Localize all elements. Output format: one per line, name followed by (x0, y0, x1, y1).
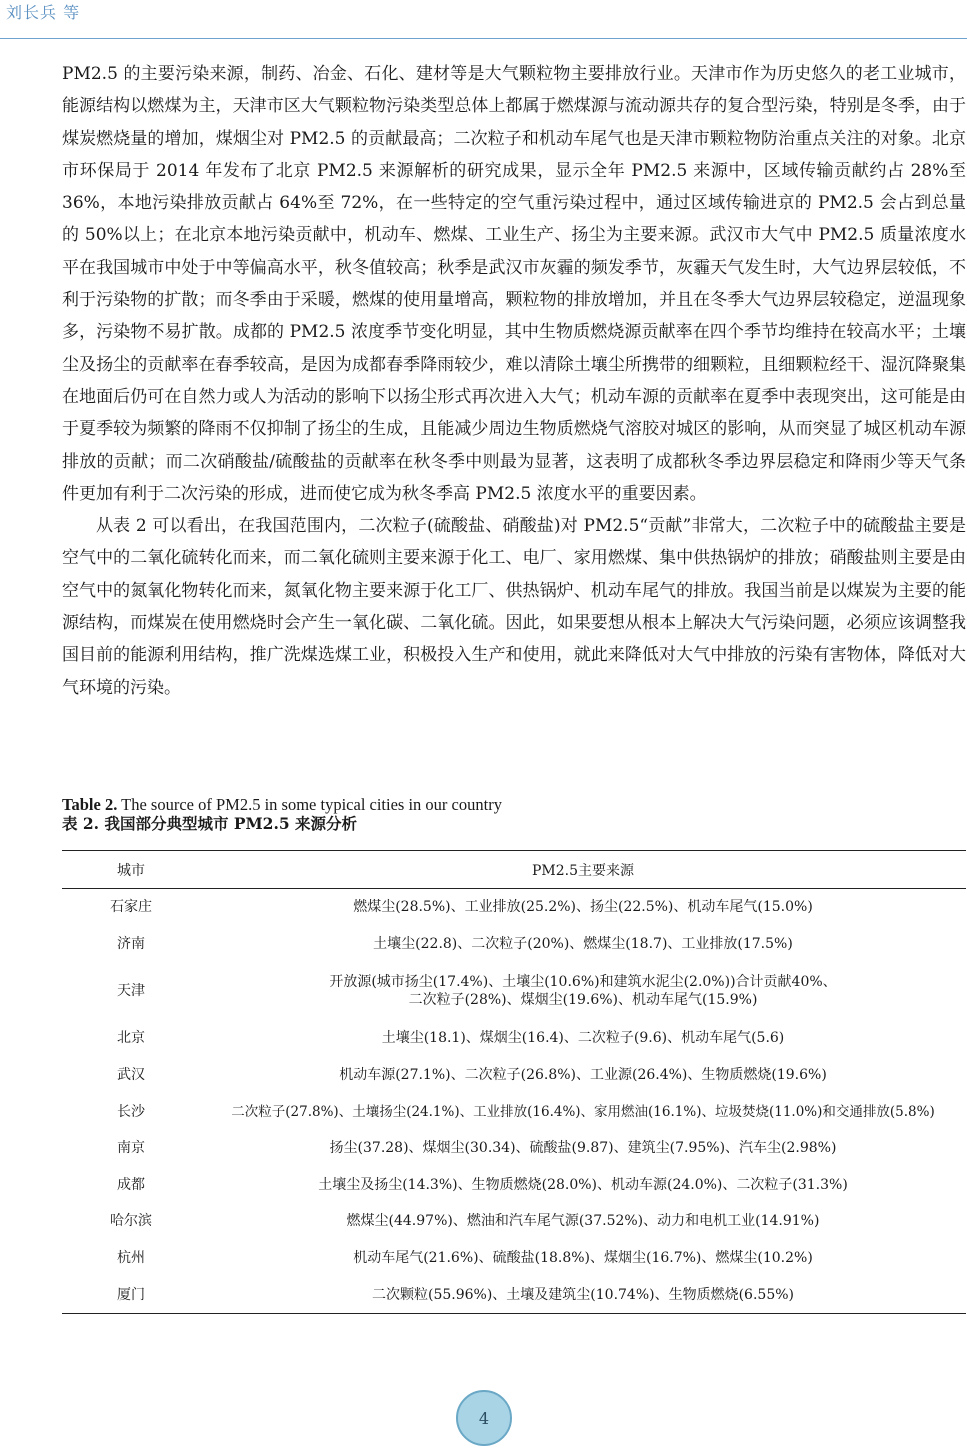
source-cell: 机动车源(27.1%)、二次粒子(26.8%)、工业源(26.4%)、生物质燃烧(19.6%) (339, 1067, 827, 1084)
page-number-badge (456, 1390, 512, 1446)
table-row (62, 962, 966, 1020)
column-header-city: 城市 (62, 851, 200, 889)
source-cell: 二次颗粒(55.96%)、土壤及建筑尘(10.74%)、生物质燃烧(6.55%) (200, 1276, 966, 1313)
body-paragraph-1: PM2.5 的主要污染来源，制药、冶金、石化、建材等是大气颗粒物主要排放行业。天津市作为历史悠久的老工业城市，能源结构以燃煤为主，天津市区大气颗粒物污染类型总体上都属于燃煤源与流动源共存的复合型污染，特别是冬季，由于煤炭燃烧量的增加，煤烟尘对 PM2.5 的贡献最高；二次粒子和机动车尾气也是天津市颗粒物防治重点关注的对象。北京市环保局于 2014 年发布了北京 PM2.5 来源解析的研究成果，显示全年 PM2.5 来源中，区域传输贡献约占 28%至 36%，本地污染排放贡献占 64%至 72%，在一些特定的空气重污染过程中，通过区域传输进京的 PM2.5 会占到总量的 50%以上；在北京本地污染贡献中，机动车、燃煤、工业生产、扬尘为主要来源。武汉市大气中 PM2.5 质量浓度水平在我国城市中处于中等偏高水平，秋冬值较高；秋季是武汉市灰霾的频发季节，灰霾天气发生时，大气边界层较低，不利于污染物的扩散；而冬季由于采暖，燃煤的使用量增高，颗粒物的排放增加，并且在冬季大气边界层较稳定，逆温现象多，污染物不易扩散。成都的 PM2.5 浓度季节变化明显，其中生物质燃烧源贡献率在四个季节均维持在较高水平；土壤尘及扬尘的贡献率在春季较高，是因为成都春季降雨较少，难以清除土壤尘所携带的细颗粒，且细颗粒经干、湿沉降聚集在地面后仍可在自然力或人为活动的影响下以扬尘形式再次进入大气；机动车源的贡献率在夏季中表现突出，这可能是由于夏季较为频繁的降雨不仅抑制了扬尘的生成，且能减少周边生物质燃烧气溶胶对城区的影响，从而突显了城区机动车源排放的贡献；而二次硝酸盐/硫酸盐的贡献率在秋冬季中则最为显著，这表明了成都秋冬季边界层稳定和降雨少等天气条件更加有利于二次污染的形成，进而使它成为秋冬季高 PM2.5 浓度水平的重要因素。 (62, 64, 966, 504)
table-caption-english (62, 795, 966, 814)
source-cell: 机动车尾气(21.6%)、硫酸盐(18.8%)、煤烟尘(16.7%)、燃煤尘(10.2%) (353, 1250, 813, 1267)
source-cell: 扬尘(37.28)、煤烟尘(30.34)、硫酸盐(9.87)、建筑尘(7.95%)、汽车尘(2.98%) (329, 1140, 837, 1157)
city-cell: 成都 (117, 1176, 145, 1193)
city-cell: 武汉 (117, 1067, 145, 1084)
table-row (62, 1020, 966, 1057)
city-cell: 长沙 (117, 1103, 145, 1120)
table-caption-english-text: The source of PM2.5 in some typical cities in our country (117, 795, 502, 814)
column-header-source: PM2.5主要来源 (200, 851, 966, 889)
table-row (62, 1276, 966, 1313)
table-row (62, 1130, 966, 1167)
city-cell: 北京 (117, 1030, 145, 1047)
running-header-author: 刘长兵 等 (6, 3, 81, 22)
table-caption-chinese-text: 我国部分典型城市 PM2.5 来源分析 (99, 814, 358, 833)
table-caption-chinese-label: 表 2. (62, 814, 100, 833)
city-cell: 济南 (117, 935, 145, 952)
source-line-1: 开放源(城市扬尘(17.4%)、土壤尘(10.6%)和建筑水泥尘(2.0%))合计贡献40%、 (329, 974, 837, 991)
city-cell: 厦门 (62, 1276, 200, 1313)
source-cell: 二次粒子(27.8%)、土壤扬尘(24.1%)、工业排放(16.4%)、家用燃油(16.1%)、垃圾焚烧(11.0%)和交通排放(5.8%) (231, 1103, 935, 1120)
body-paragraph-2: 从表 2 可以看出，在我国范围内，二次粒子(硫酸盐、硝酸盐)对 PM2.5“贡献”非常大，二次粒子中的硫酸盐主要是空气中的二氧化硫转化而来，而二氧化硫则主要来源于化工、电厂、家用燃煤、集中供热锅炉的排放；硝酸盐则主要是由空气中的氮氧化物转化而来，氮氧化物主要来源于化工厂、供热锅炉、机动车尾气的排放。我国当前是以煤炭为主要的能源结构，而煤炭在使用燃烧时会产生一氧化碳、二氧化硫。因此，如果要想从根本上解决大气污染问题，必须应该调整我国目前的能源利用结构，推广洗煤选煤工业，积极投入生产和使用，就此来降低对大气中排放的污染有害物体，降低对大气环境的污染。 (62, 516, 966, 698)
source-cell: 燃煤尘(44.97%)、燃油和汽车尾气源(37.52%)、动力和电机工业(14.91%) (346, 1213, 820, 1230)
page-number: 4 (478, 1408, 490, 1428)
table-header-row (62, 851, 966, 889)
header-divider (0, 38, 967, 39)
table-caption-chinese (62, 814, 966, 834)
pm25-source-table (62, 850, 966, 1314)
city-cell: 石家庄 (110, 899, 152, 916)
table-row (62, 1167, 966, 1204)
source-cell: 土壤尘(22.8)、二次粒子(20%)、燃煤尘(18.7)、工业排放(17.5%) (373, 935, 793, 952)
city-cell: 杭州 (117, 1250, 145, 1267)
source-cell: 燃煤尘(28.5%)、工业排放(25.2%)、扬尘(22.5%)、机动车尾气(15.0%) (353, 899, 813, 916)
table-row (62, 1240, 966, 1277)
table-row (62, 1203, 966, 1240)
source-cell: 土壤尘(18.1)、煤烟尘(16.4)、二次粒子(9.6)、机动车尾气(5.6) (381, 1030, 785, 1047)
source-cell: 土壤尘及扬尘(14.3%)、生物质燃烧(28.0%)、机动车源(24.0%)、二次粒子(31.3%) (318, 1176, 848, 1193)
source-line-2: 二次粒子(28%)、煤烟尘(19.6%)、机动车尾气(15.9%) (408, 992, 758, 1009)
table-row (62, 1057, 966, 1094)
table-caption (62, 795, 966, 834)
table-row (62, 1093, 966, 1130)
source-cell (200, 962, 966, 1020)
city-cell: 天津 (117, 983, 145, 1000)
city-cell: 南京 (117, 1140, 145, 1157)
city-cell: 哈尔滨 (110, 1213, 152, 1230)
table-row (62, 926, 966, 963)
table-row (62, 889, 966, 926)
article-body (62, 58, 966, 704)
table-caption-english-label: Table 2. (62, 795, 118, 814)
